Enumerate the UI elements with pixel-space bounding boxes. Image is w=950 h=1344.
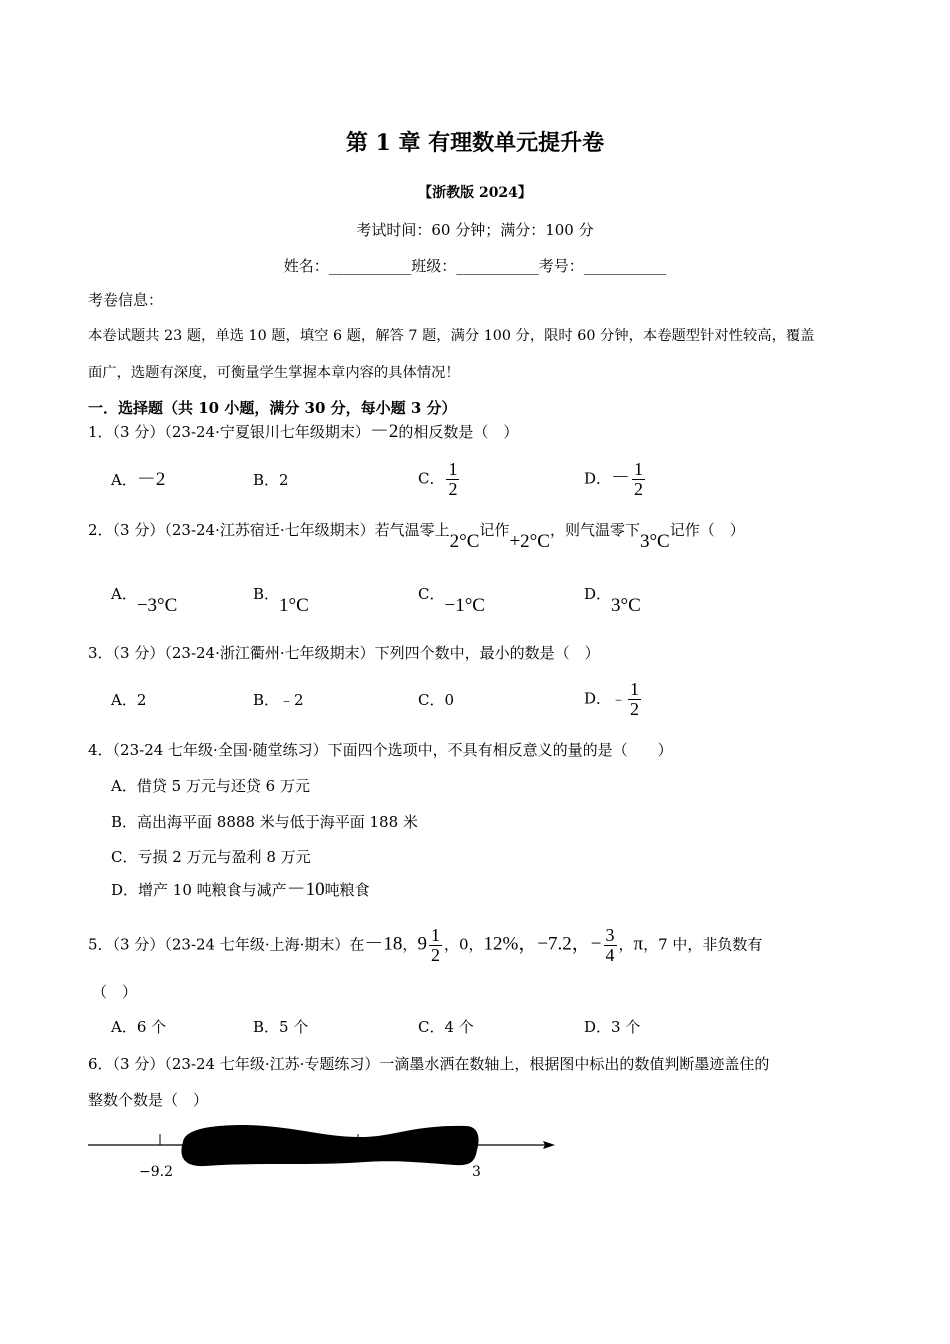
option-c[interactable]: C．−1°C: [418, 585, 485, 616]
question-6: 6．（3 分）（23-24 七年级·江苏·专题练习）一滴墨水洒在数轴上，根据图中标出的数值判断墨迹盖住的: [88, 1055, 770, 1073]
option-d[interactable]: D．3 个: [584, 1018, 641, 1036]
axis-label-right: 3: [472, 1164, 481, 1180]
option-d[interactable]: D．－ $\frac{1}{2}$: [584, 459, 644, 499]
question-5: 5．（3 分）（23-24 七年级·上海·期末）在－18，9 $\frac{1}{2}$ ，0，12%，−7.2，− $\frac{3}{4}$ ，π，7 中，非负数有: [88, 925, 763, 965]
option-b[interactable]: B．5 个: [253, 1018, 309, 1036]
question-6-cont: 整数个数是（ ）: [88, 1091, 209, 1109]
option-b[interactable]: B．高出海平面 8888 米与低于海平面 188 米: [111, 813, 418, 831]
page-title: 第 1 章 有理数单元提升卷: [345, 130, 605, 156]
exam-time: 考试时间：60 分钟；满分：100 分: [356, 221, 594, 239]
option-c[interactable]: C． $\frac{1}{2}$: [418, 459, 458, 499]
option-b[interactable]: B．2: [253, 471, 289, 489]
option-d[interactable]: D．﹣ $\frac{1}{2}$: [584, 679, 640, 719]
info-heading: 考卷信息：: [88, 291, 164, 309]
option-c[interactable]: C．4 个: [418, 1018, 474, 1036]
student-info: 姓名：___________班级：___________考号：___________: [283, 257, 667, 275]
option-b[interactable]: B．﹣2: [253, 691, 304, 709]
option-a[interactable]: A．借贷 5 万元与还贷 6 万元: [111, 777, 310, 795]
question-3: 3．（3 分）（23-24·浙江衢州·七年级期末）下列四个数中，最小的数是（ ）: [88, 644, 600, 662]
option-c[interactable]: C．亏损 2 万元与盈利 8 万元: [111, 848, 311, 866]
question-4: 4．（23-24 七年级·全国·随堂练习）下面四个选项中，不具有相反意义的量的是（ ）: [88, 741, 673, 759]
axis-label-left: −9.2: [139, 1164, 173, 1180]
option-d[interactable]: D．增产 10 吨粮食与减产－10吨粮食: [111, 879, 370, 900]
info-line: 本卷试题共 23 题，单选 10 题，填空 6 题，解答 7 题，满分 100 分，限时 60 分钟，本卷题型针对性较高，覆盖: [88, 328, 815, 344]
option-b[interactable]: B．1°C: [253, 585, 309, 616]
edition: 【浙教版 2024】: [418, 185, 532, 201]
option-d[interactable]: D．3°C: [584, 585, 641, 616]
section-heading: 一．选择题（共 10 小题，满分 30 分，每小题 3 分）: [88, 399, 457, 417]
option-a[interactable]: A．2: [111, 691, 147, 709]
question-2: 2．（3 分）（23-24·江苏宿迁·七年级期末）若气温零上2°C记作+2°C，则气温零下3°C记作（ ）: [88, 521, 745, 552]
option-a[interactable]: A．－2: [111, 469, 166, 490]
option-c[interactable]: C．0: [418, 691, 455, 709]
option-a[interactable]: A．6 个: [111, 1018, 167, 1036]
question-1: 1．（3 分）（23-24·宁夏银川七年级期末）－2的相反数是（ ）: [88, 421, 519, 442]
info-line: 面广，选题有深度，可衡量学生掌握本章内容的具体情况！: [88, 365, 460, 381]
answer-paren: （ ）: [92, 983, 138, 1001]
ink-blot: [181, 1125, 478, 1166]
option-a[interactable]: A．−3°C: [111, 585, 178, 616]
